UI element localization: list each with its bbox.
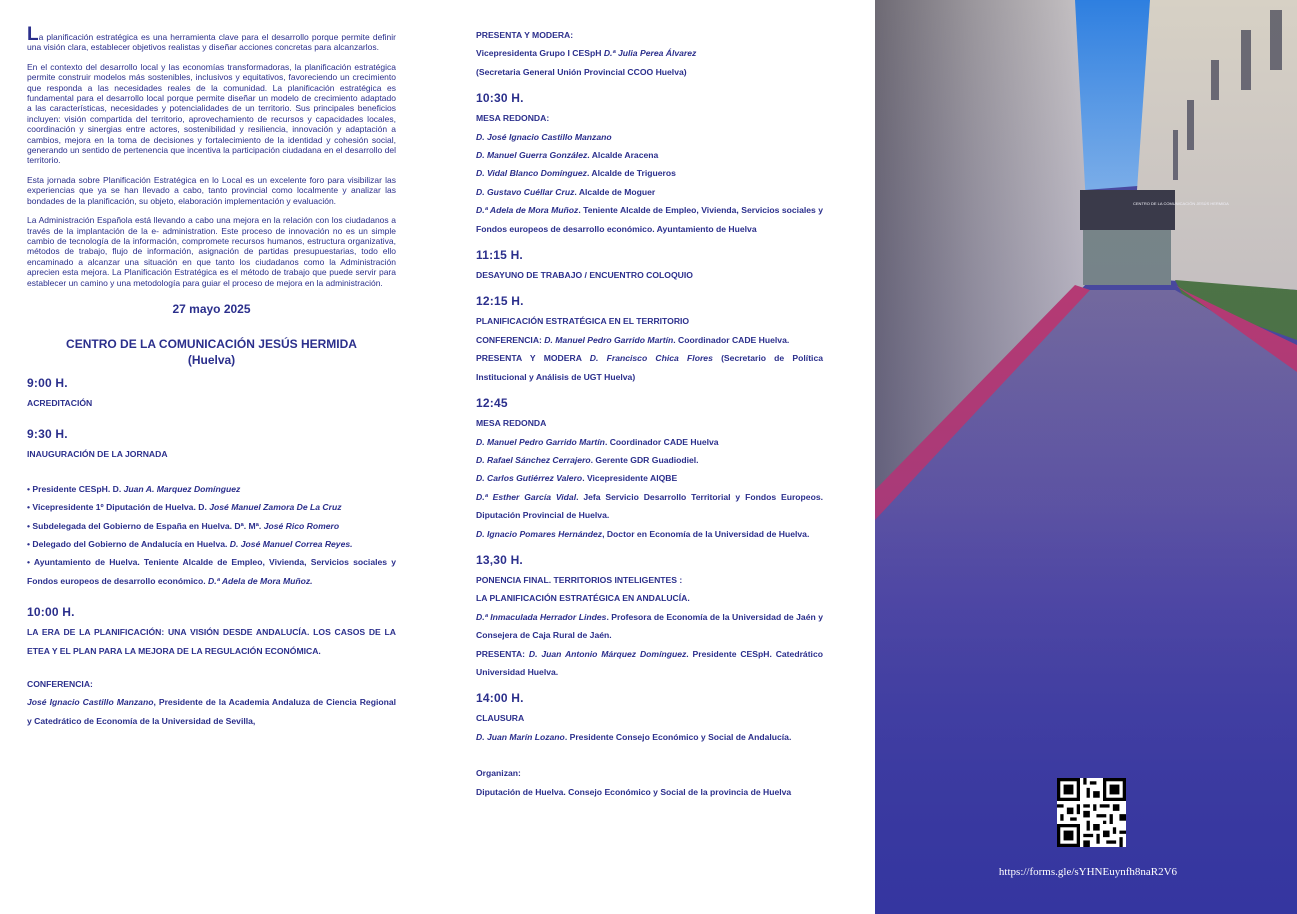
building-photo-panel: [875, 0, 1297, 914]
form-url-link[interactable]: https://forms.gle/sYHNEuynfh8naR2V6: [998, 866, 1178, 878]
time-900: 9:00 H.: [27, 375, 68, 390]
middle-column: [476, 26, 823, 801]
label-planificacion-territorio: PLANIFICACIÓN ESTRATÉGICA EN EL TERRITORIO: [476, 316, 690, 327]
list-item: • Delegado del Gobierno de Andalucía en Huelva. D. José Manuel Correa Reyes.: [27, 538, 353, 549]
list-item: D. Vidal Blanco Domínguez. Alcalde de Trigueros: [476, 168, 676, 179]
intro-paragraph-4: La Administración Española está llevando a cabo una mejora en la relación con los ciudadanos a través de la implantación de la e- administration. Este proceso de innovación no es un simple cambio de tecnología de la información, compromete recursos humanos, estructura organizativa, métodos de trabajo, flujo de información, asignación de partidas presupuestarias, todo ello encaminado a alcanzar una situación en que tanto los ciudadanos como la Administración aprecien esta mejora. La Planificación Estratégica es el método de trabajo que puede servir para establecer un camino y una metodología para guiar el proceso de mejora en la administración.: [27, 215, 396, 288]
left-column: [27, 24, 396, 730]
list-item: D. Manuel Guerra González. Alcalde Aracena: [476, 150, 659, 161]
list-item: D.ª Esther García Vidal. Jefa Servicio Desarrollo Territorial y Fondos Europeos. Diputación Provincial de Huelva.: [476, 491, 823, 521]
intro-paragraph-2: En el contexto del desarrollo local y las economías transformadoras, la planificación estratégica permite construir modelos más sostenibles, inclusivos y equitativos, favoreciendo un crecimiento que responda a las necesidades reales de la comunidad. La planificación estratégica es fundamental para el desarrollo local porque permite diseñar un modelo de crecimiento adaptado a las características, necesidades y potencialidades de un territorio. Sus principales beneficios incluyen: visión compartida del territorio, aprovechamiento de recursos y capacidades locales, coordinación y sinergias entre actores, sostenibilidad y resiliencia, innovación y adaptación a cambios, mejora en la toma de decisiones y fortalecimiento de la identidad y cohesión social, generando un sentido de pertenencia que incentiva la participación ciudadana en el desarrollo del territorio.: [27, 61, 396, 166]
list-item: D. Gustavo Cuéllar Cruz. Alcalde de Moguer: [476, 186, 656, 197]
list-item: • Subdelegada del Gobierno de España en Huelva. Dª. Mª. José Rico Romero: [27, 520, 340, 531]
building-photo: [875, 0, 1297, 914]
time-1215: 12:15 H.: [476, 294, 524, 309]
inauguration-list: [27, 480, 396, 590]
list-item: D. Rafael Sánchez Cerrajero. Gerente GDR Guadiodiel.: [476, 454, 699, 465]
label-ponencia-final: PONENCIA FINAL. TERRITORIOS INTELIGENTES :: [476, 574, 683, 585]
moderator-1215: PRESENTA Y MODERA D. Francisco Chica Flores (Secretario de Política Institucional y Análisis de UGT Huelva): [476, 353, 823, 382]
time-1030: 10:30 H.: [476, 91, 524, 106]
label-desayuno: DESAYUNO DE TRABAJO / ENCUENTRO COLOQUIO: [476, 270, 693, 281]
list-item: • Vicepresidente 1º Diputación de Huelva. D. José Manuel Zamora De La Cruz: [27, 502, 342, 513]
list-item: D. Ignacio Pomares Hernández, Doctor en Economía de la Universidad de Huelva.: [476, 528, 810, 539]
conference-1215: CONFERENCIA: D. Manuel Pedro Garrido Martín. Coordinador CADE Huelva.: [476, 334, 790, 345]
intro-text: [27, 24, 396, 288]
event-venue: CENTRO DE LA COMUNICACIÓN JESÚS HERMIDA (Huelva): [66, 336, 357, 367]
label-clausura: CLAUSURA: [476, 713, 525, 724]
session-title-1000: LA ERA DE LA PLANIFICACIÓN: UNA VISIÓN DESDE ANDALUCÍA. LOS CASOS DE LA ETEA Y EL PLAN PARA LA MEJORA DE LA REGULACIÓN ECONÓMICA.: [27, 627, 396, 656]
color-overlay: [875, 0, 1297, 914]
list-item: D.ª Adela de Mora Muñoz. Teniente Alcalde de Empleo, Vivienda, Servicios sociales y Fondos europeos de desarrollo económico. Ayuntamiento de Huelva: [476, 205, 823, 234]
label-mesa-redonda-2: MESA REDONDA: [476, 418, 547, 429]
qr-code[interactable]: [1057, 778, 1126, 847]
moderator-line: Vicepresidenta Grupo I CESpH D.ª Julia Perea Álvarez: [476, 48, 697, 59]
event-date: 27 mayo 2025: [172, 301, 251, 316]
intro-paragraph-1: La planificación estratégica es una herramienta clave para el desarrollo porque permite definir una visión clara, establecer objetivos realistas y diseñar acciones concretas para alcanzarlos.: [27, 24, 396, 53]
list-item: • Ayuntamiento de Huelva. Teniente Alcalde de Empleo, Vivienda, Servicios sociales y Fondos europeos de desarrollo económico. D.ª Adela de Mora Muñoz.: [27, 557, 396, 586]
label-mesa-redonda: MESA REDONDA:: [476, 113, 550, 124]
label-conferencia: CONFERENCIA:: [27, 679, 93, 689]
list-item: D. Manuel Pedro Garrido Martín. Coordinador CADE Huelva: [476, 436, 719, 447]
presenter-1330: PRESENTA: D. Juan Antonio Márquez Domínguez. Presidente CESpH. Catedrático Universidad Huelva.: [476, 648, 823, 677]
time-1115: 11:15 H.: [476, 248, 523, 263]
time-1245: 12:45: [476, 396, 508, 411]
time-1330: 13,30 H.: [476, 552, 523, 567]
label-acreditacion: ACREDITACIÓN: [27, 397, 93, 408]
list-item: D. José Ignacio Castillo Manzano: [476, 131, 612, 142]
label-planificacion-andalucia: LA PLANIFICACIÓN ESTRATÉGICA EN ANDALUCÍA.: [476, 593, 690, 604]
speaker-1000: José Ignacio Castillo Manzano, Presidente de la Academia Andaluza de Ciencia Regional y Catedrático de Economía de la Universidad de Sevilla,: [27, 697, 396, 726]
label-inauguracion: INAUGURACIÓN DE LA JORNADA: [27, 449, 168, 460]
organizers: Diputación de Huelva. Consejo Económico y Social de la provincia de Huelva: [476, 786, 792, 797]
time-930: 9:30 H.: [27, 427, 68, 442]
intro-paragraph-3: Esta jornada sobre Planificación Estratégica en lo Local es un excelente foro para visibilizar las experiencias que ya se han llevado a cabo, tanto provincial como localmente y analizar las bondades de la planificación, su objeto, elaboración implementación y evaluación.: [27, 174, 396, 206]
drop-cap: L: [27, 24, 39, 45]
list-item: • Presidente CESpH. D. Juan A. Marquez Domínguez: [27, 483, 241, 494]
list-item: D. Carlos Gutiérrez Valero. Vicepresidente AIQBE: [476, 473, 678, 484]
time-1000: 10:00 H.: [27, 605, 75, 620]
label-organizan: Organizan:: [476, 768, 521, 779]
time-1400: 14:00 H.: [476, 691, 524, 706]
closing-speaker: D. Juan Marín Lozano. Presidente Consejo Económico y Social de Andalucía.: [476, 731, 792, 742]
speaker-1330: D.ª Inmaculada Herrador Lindes. Profesora de Economía de la Universidad de Jaén y Consejera de Caja Rural de Jaén.: [476, 611, 823, 641]
label-presenta-modera: PRESENTA Y MODERA:: [476, 30, 574, 40]
moderator-affiliation: (Secretaria General Unión Provincial CCOO Huelva): [476, 66, 687, 77]
